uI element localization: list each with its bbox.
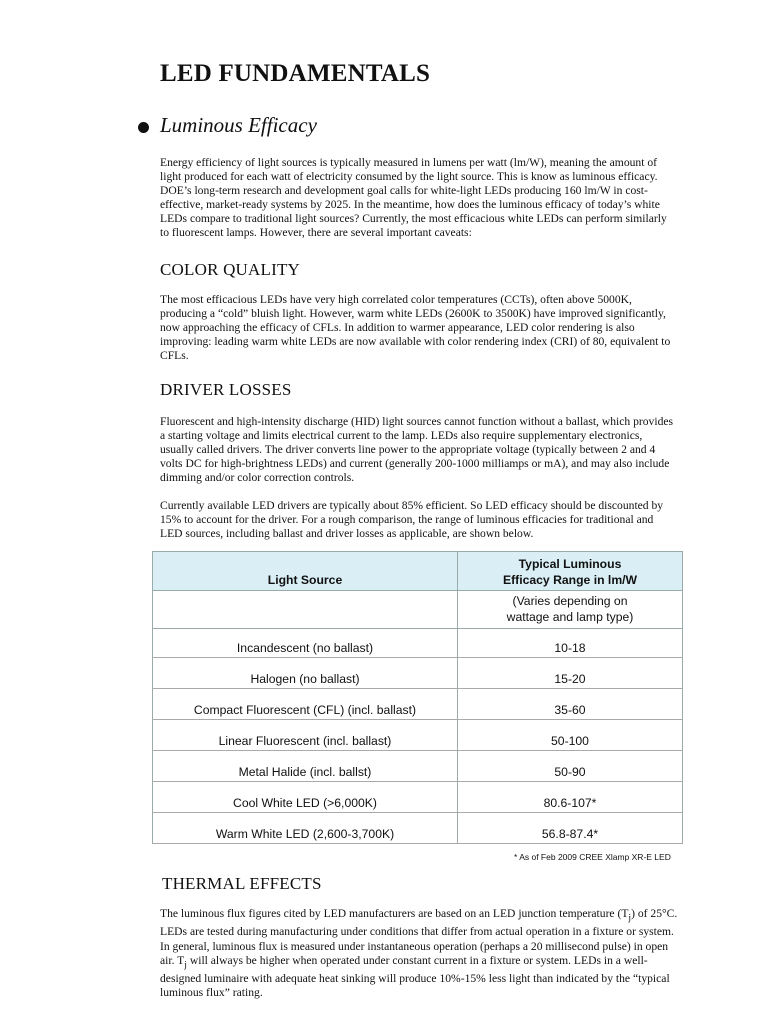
- section-heading-thermal-effects: THERMAL EFFECTS: [162, 874, 322, 893]
- note-cell: [458, 591, 683, 629]
- bullet-heading-row: [138, 113, 317, 138]
- row-range: 10-18: [458, 629, 683, 658]
- section-heading-color-quality: COLOR QUALITY: [160, 260, 301, 279]
- table-row: [153, 813, 683, 844]
- header-efficacy-range: [458, 552, 683, 591]
- page-title: LED FUNDAMENTALS: [160, 60, 431, 87]
- table-row: [153, 720, 683, 751]
- row-source: Compact Fluorescent (CFL) (incl. ballast): [153, 689, 458, 720]
- row-source: Cool White LED (>6,000K): [153, 782, 458, 813]
- table-footnote: * As of Feb 2009 CREE Xlamp XR-E LED: [514, 852, 671, 862]
- row-range: 35-60: [458, 689, 683, 720]
- thermal-effects-paragraph: [160, 907, 678, 1000]
- row-range: 50-100: [458, 720, 683, 751]
- table-row: [153, 658, 683, 689]
- thermal-text-part2: ) of 25°C. LEDs are tested during manufacturing under conditions that differ from actual operation in a fixture or system. In general, luminous flux is measured under instantaneous operation (perhaps a 20 millisecond pulse) in open air. T: [160, 907, 678, 967]
- row-source: Incandescent (no ballast): [153, 629, 458, 658]
- row-source: Metal Halide (incl. ballst): [153, 751, 458, 782]
- table-row: [153, 689, 683, 720]
- table-row: [153, 782, 683, 813]
- driver-losses-paragraph-2: Currently available LED drivers are typically about 85% efficient. So LED efficacy should be discounted by 15% to account for the driver. For a rough comparison, the range of luminous efficacies for traditional and LED sources, including ballast and driver losses as applicable, are shown below.: [160, 499, 664, 541]
- junction-subscript: j: [628, 912, 632, 924]
- row-source: Warm White LED (2,600-3,700K): [153, 813, 458, 844]
- row-source: Halogen (no ballast): [153, 658, 458, 689]
- row-range: 56.8-87.4*: [458, 813, 683, 844]
- efficacy-table: [152, 551, 683, 844]
- color-quality-paragraph: The most efficacious LEDs have very high correlated color temperatures (CCTs), often above 5000K, producing a “cold” bluish light. However, warm white LEDs (2600K to 3500K) have improved significantly, now approaching the efficacy of CFLs. In addition to warmer appearance, LED color rendering is also improving: leading warm white LEDs are now available with color rendering index (CRI) of 80, equivalent to CFLs.: [160, 293, 671, 363]
- intro-paragraph: Energy efficiency of light sources is typically measured in lumens per watt (lm/W), meaning the amount of light produced for each watt of electricity consumed by the light source. This is know as luminous efficacy. DOE’s long-term research and development goal calls for white-light LEDs producing 160 lm/W in cost-effective, market-ready systems by 2025. In the meantime, how does the luminous efficacy of today’s white LEDs compare to traditional light sources? Currently, the most efficacious white LEDs can perform similarly to fluorescent lamps. However, there are several important caveats:: [160, 156, 667, 240]
- note-empty-cell: [153, 591, 458, 629]
- table-row: [153, 751, 683, 782]
- thermal-text-part1: The luminous flux figures cited by LED manufacturers are based on an LED junction temperature (T: [160, 907, 629, 920]
- note-line1: (Varies depending on: [512, 593, 628, 608]
- driver-losses-paragraph-1: Fluorescent and high-intensity discharge (HID) light sources cannot function without a ballast, which provides a starting voltage and limits electrical current to the lamp. LEDs also require supplementary electronics, usually called drivers. The driver converts line power to the appropriate voltage (typically between 2 and 4 volts DC for high-brightness LEDs) and current (generally 200-1000 milliamps or mA), and may also include dimming and/or color correction controls.: [160, 415, 674, 485]
- row-range: 15-20: [458, 658, 683, 689]
- bullet-icon: [138, 122, 149, 133]
- junction-subscript: j: [184, 958, 187, 970]
- row-source: Linear Fluorescent (incl. ballast): [153, 720, 458, 751]
- section-heading-driver-losses: DRIVER LOSSES: [160, 380, 292, 399]
- table-row: [153, 629, 683, 658]
- note-line2: wattage and lamp type): [506, 609, 634, 624]
- row-range: 50-90: [458, 751, 683, 782]
- row-range: 80.6-107*: [458, 782, 683, 813]
- header-efficacy-line2: Efficacy Range in lm/W: [502, 573, 638, 587]
- bullet-heading: Luminous Efficacy: [160, 113, 317, 137]
- header-light-source: Light Source: [153, 552, 458, 591]
- thermal-text-part3: will always be higher when operated under constant current in a fixture or system. LEDs in a well-designed luminaire with adequate heat sinking will produce 10%-15% less light than indicated by the “typical luminous flux” rating.: [160, 953, 670, 1000]
- header-efficacy-line1: Typical Luminous: [518, 557, 622, 571]
- table-header-row: [153, 552, 683, 591]
- table-note-row: [153, 591, 683, 629]
